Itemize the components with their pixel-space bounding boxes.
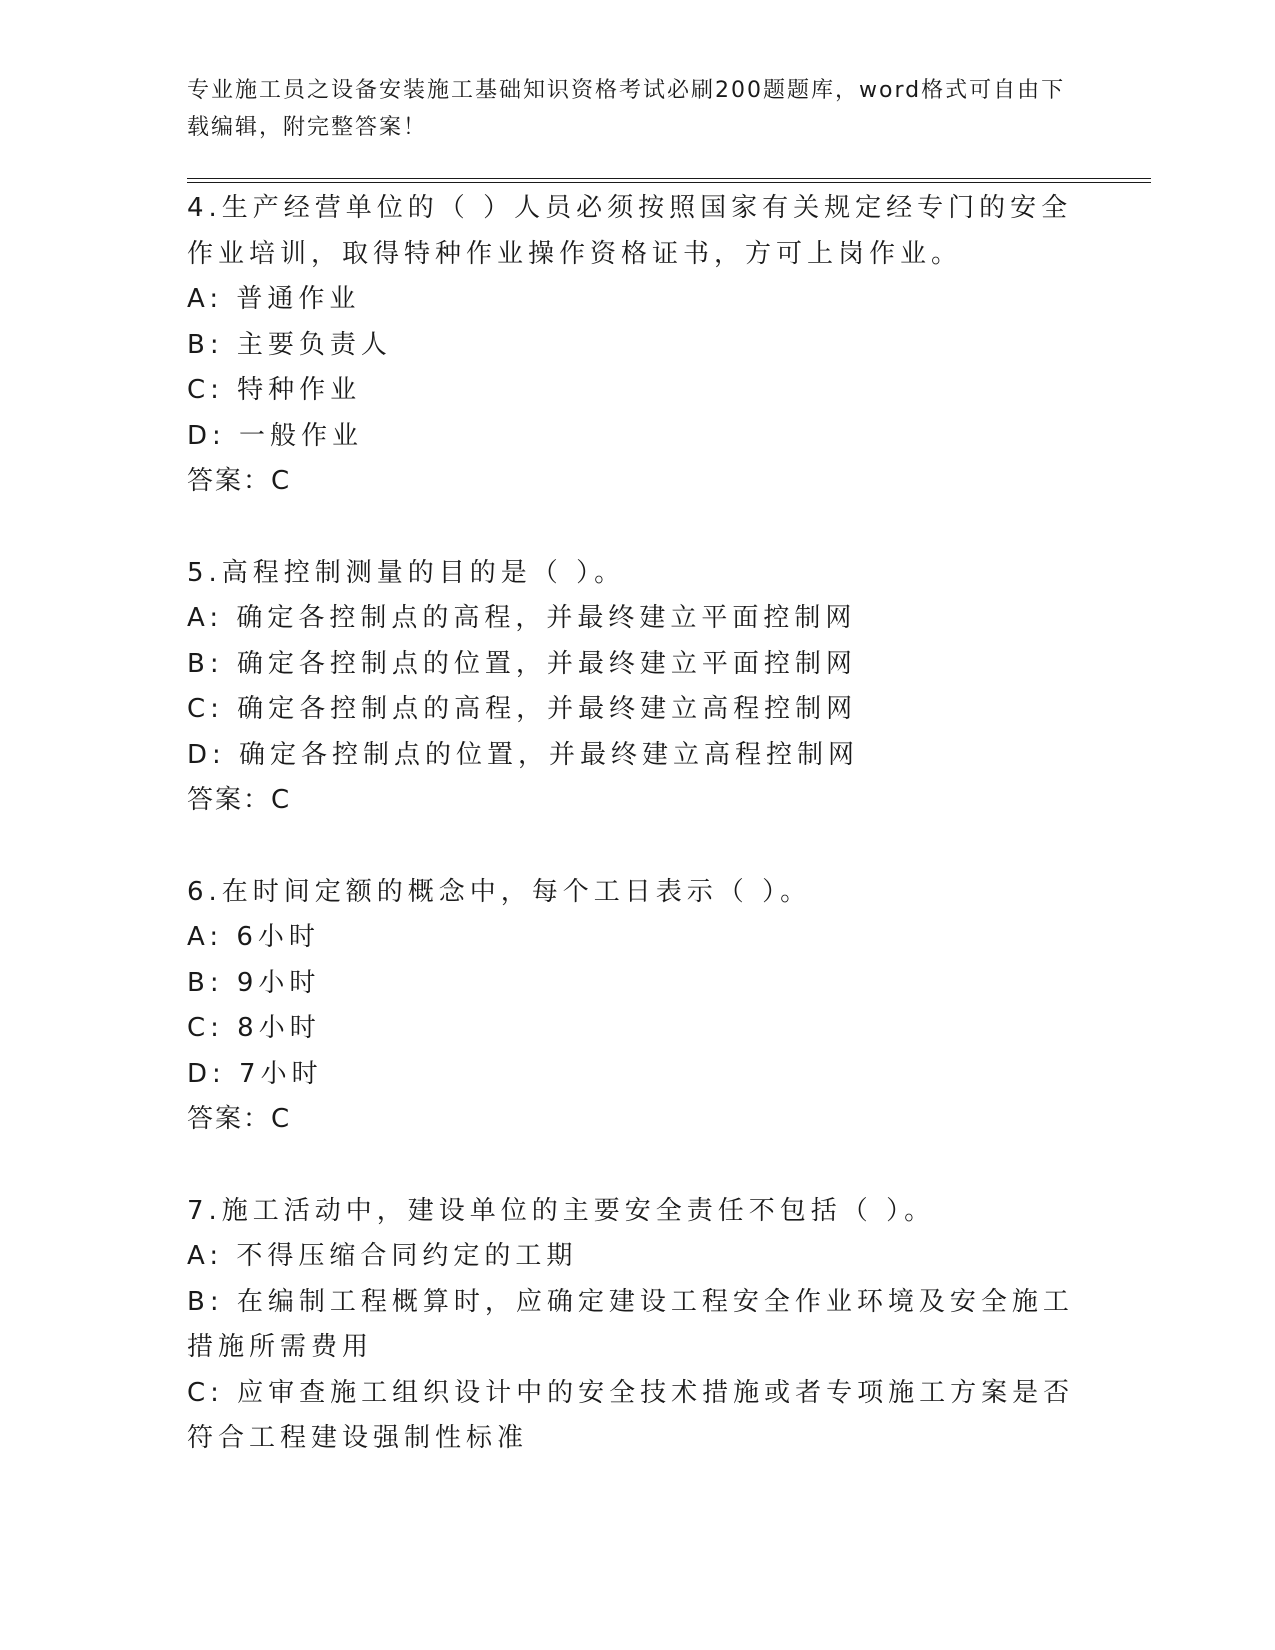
question-stem: 4.生产经营单位的（ ）人员必须按照国家有关规定经专门的安全作业培训，取得特种作业操作资格证书，方可上岗作业。 bbox=[187, 193, 1073, 269]
option-a: A: 6小时 bbox=[187, 922, 320, 952]
option-d: D: 一般作业 bbox=[187, 420, 364, 451]
question-stem: 6.在时间定额的概念中，每个工日表示（ ）。 bbox=[187, 876, 812, 907]
question-list bbox=[187, 186, 1077, 1508]
option-a: A: 确定各控制点的高程，并最终建立平面控制网 bbox=[187, 603, 857, 633]
option-b: B: 确定各控制点的位置，并最终建立平面控制网 bbox=[187, 648, 857, 679]
question-7 bbox=[187, 1189, 1077, 1462]
option-a: A: 不得压缩合同约定的工期 bbox=[187, 1241, 578, 1271]
option-c: C: 特种作业 bbox=[187, 375, 362, 405]
option-c: C: 8小时 bbox=[187, 1013, 321, 1043]
question-stem: 7.施工活动中，建设单位的主要安全责任不包括（ ）。 bbox=[187, 1195, 936, 1226]
answer-label: 答案：C bbox=[187, 785, 292, 815]
option-d: D: 7小时 bbox=[187, 1058, 323, 1089]
option-b: B: 主要负责人 bbox=[187, 329, 392, 360]
option-c: C: 确定各控制点的高程，并最终建立高程控制网 bbox=[187, 694, 858, 724]
document-header bbox=[187, 72, 1087, 146]
answer-label: 答案：C bbox=[187, 1104, 292, 1134]
option-b: B: 在编制工程概算时，应确定建设工程安全作业环境及安全施工措施所需费用 bbox=[187, 1286, 1074, 1362]
question-5 bbox=[187, 551, 1077, 824]
option-a: A: 普通作业 bbox=[187, 284, 361, 314]
question-4 bbox=[187, 186, 1077, 505]
option-c: C: 应审查施工组织设计中的安全技术措施或者专项施工方案是否符合工程建设强制性标准 bbox=[187, 1377, 1075, 1453]
option-d: D: 确定各控制点的位置，并最终建立高程控制网 bbox=[187, 739, 860, 770]
answer-label: 答案：C bbox=[187, 466, 292, 496]
option-b: B: 9小时 bbox=[187, 967, 321, 998]
question-6 bbox=[187, 870, 1077, 1143]
header-divider-bottom bbox=[187, 182, 1151, 183]
question-stem: 5.高程控制测量的目的是（ ）。 bbox=[187, 557, 626, 588]
header-title: 专业施工员之设备安装施工基础知识资格考试必刷200题题库，word格式可自由下载编辑，附完整答案！ bbox=[187, 78, 1066, 140]
header-divider-top bbox=[187, 178, 1151, 179]
